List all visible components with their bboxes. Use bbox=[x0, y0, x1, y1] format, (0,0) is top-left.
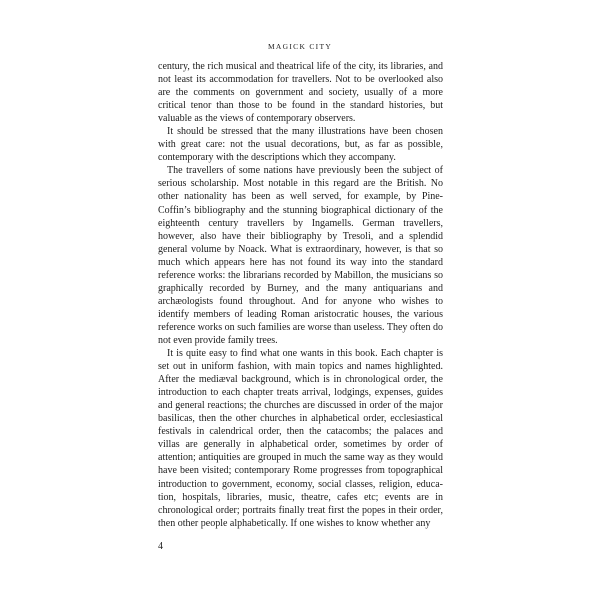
paragraph-3: The travellers of some nations have previously been the subject of serious scholarship. Most notable in this regard are the British. No other nationality has been as well served, for example, by Pine-Coffin’s bibliography and the stunning biographical dictionary of the eighteenth century travellers by Ingamells. German travellers, however, also have their bibliography by Tresoli, and a splendid general volume by Noack. What is extraordinary, however, is that so much which appears here has not found its way into the standard reference works: the librarians recorded by Mabillon, the musicians so graphically recorded by Burney, and the many antiquarians and archæologists found throughout. And for anyone who wishes to identify members of leading Roman aristocratic houses, the various reference works on such families are worse than useless. They often do not even provide family trees. bbox=[158, 165, 443, 346]
page-number: 4 bbox=[158, 541, 163, 552]
body-text bbox=[158, 60, 443, 530]
paragraph-2: It should be stressed that the many illustrations have been chosen with great care: not the usual decorations, but, as far as possible, contemporary with the descriptions which they accompany. bbox=[158, 126, 443, 164]
paragraph-1: century, the rich musical and theatrical life of the city, its libraries, and not least its accommodation for travellers. Not to be overlooked also are the comments on government and society, usually of a more critical tenor than those to be found in the standard histories, but valuable as the views of contemporary observers. bbox=[158, 61, 443, 125]
paragraph-4: It is quite easy to find what one wants in this book. Each chapter is set out in uniform fashion, with main topics and names highlighted. After the mediæval background, which is in chronological order, the introduction to each chapter treats arrival, lodgings, expenses, guides and general reactions; the churches are discussed in order of the major basilicas, then the other churches in alphabetical order, ecclesiastical festivals in calendrical order, then the catacombs; the palaces and villas are generally in alphabetical order, sometimes by order of attention; antiquities are grouped in much the same way as they would have been visited; contemporary Rome progresses from topographical introduction to government, economy, social classes, religion, education, hospitals, libraries, music, theatre, cafes etc; events are in chronological order; portraits finally treat first the popes in their order, then other people alphabetically. If one wishes to know whether any bbox=[158, 348, 443, 529]
running-head: MAGICK CITY bbox=[267, 42, 333, 51]
